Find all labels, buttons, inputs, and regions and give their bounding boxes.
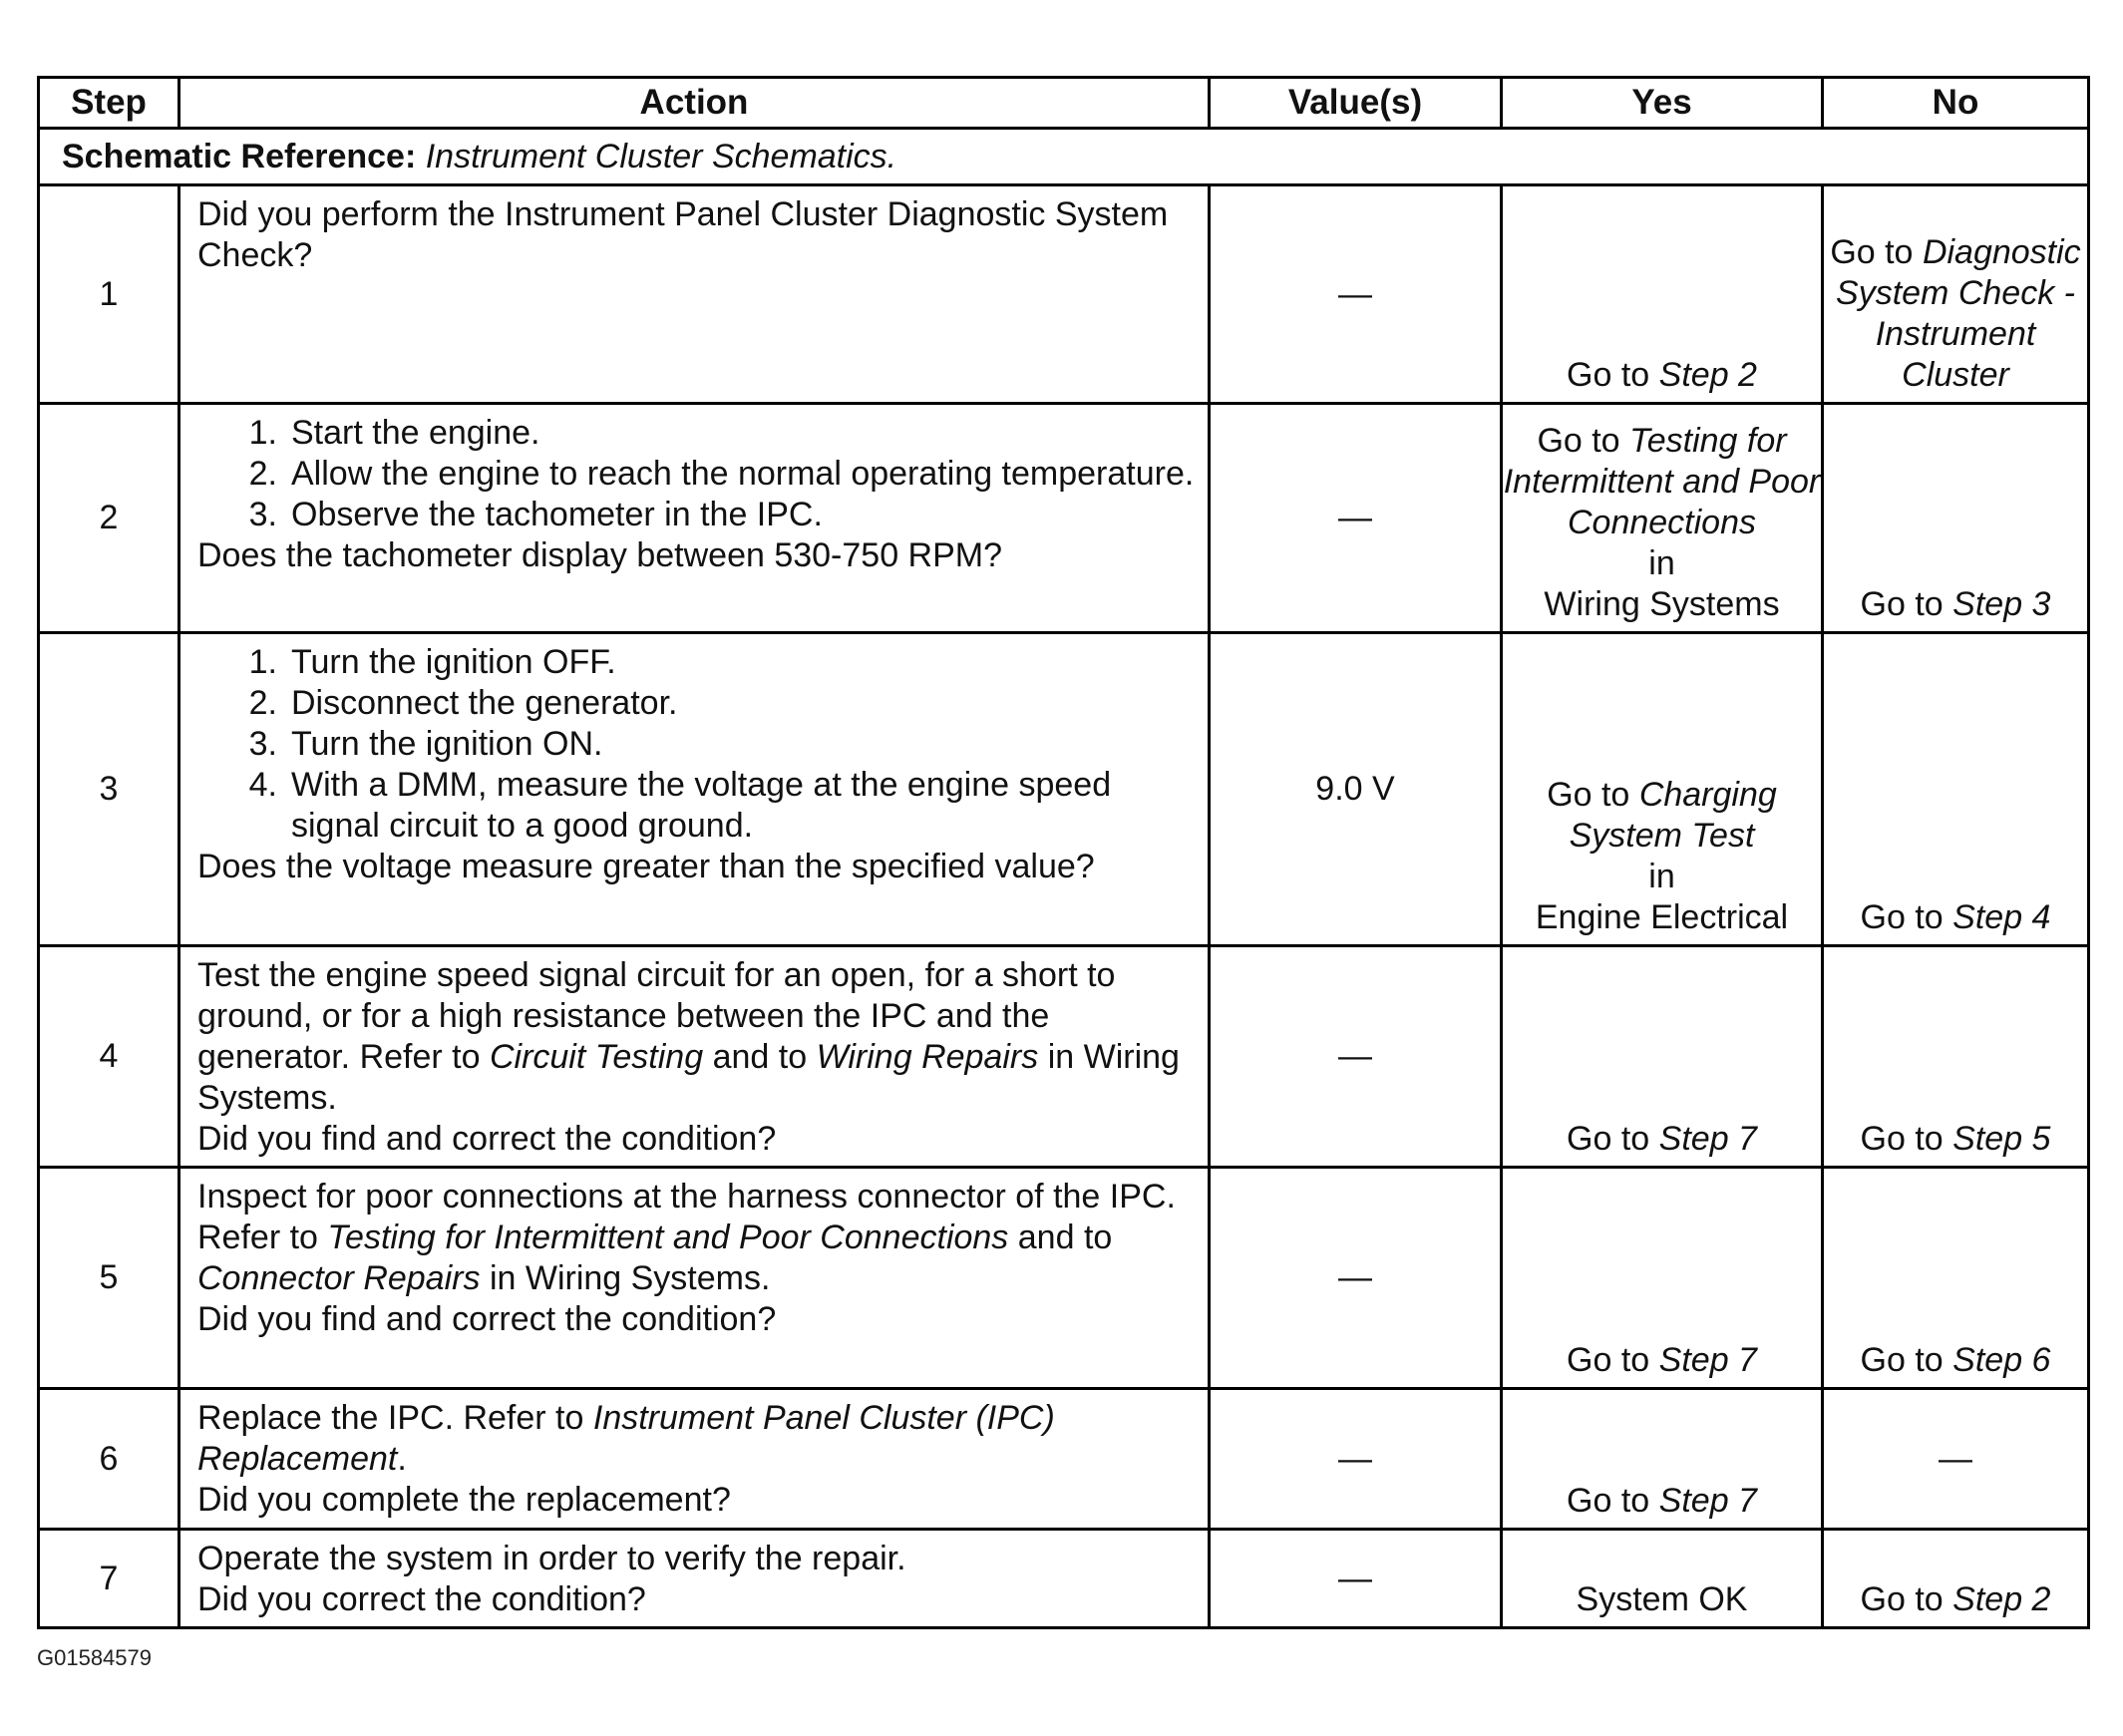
yes-link[interactable]: Step 7 — [1658, 1482, 1757, 1520]
yes-cell — [1502, 946, 1823, 1168]
yes-section: Wiring Systems — [1544, 585, 1780, 623]
action-cell — [179, 946, 1210, 1168]
action-link[interactable]: Instrument Panel Cluster (IPC) Replacement — [197, 1399, 1055, 1478]
no-prefix: Go to — [1830, 233, 1914, 271]
action-question: Did you perform the Instrument Panel Cluster Diagnostic System Check? — [197, 195, 1169, 274]
substep-text: Turn the ignition OFF. — [291, 643, 616, 681]
step-number: 5 — [39, 1168, 179, 1389]
table-row — [39, 1389, 2089, 1530]
figure-id: G01584579 — [37, 1645, 152, 1670]
value-cell: — — [1210, 1389, 1502, 1530]
table-row — [39, 1168, 2089, 1389]
action-text: in Wiring Systems. — [489, 1259, 771, 1297]
substep-item — [231, 642, 1198, 683]
value-cell: — — [1210, 946, 1502, 1168]
header-no: No — [1823, 78, 2089, 129]
table-row — [39, 1530, 2089, 1628]
action-question: Did you find and correct the condition? — [197, 1120, 777, 1158]
table-row — [39, 185, 2089, 404]
action-text: Replace the IPC. Refer to — [197, 1399, 584, 1437]
action-link[interactable]: Wiring Repairs — [816, 1038, 1039, 1076]
header-yes: Yes — [1502, 78, 1823, 129]
no-link[interactable]: Step 3 — [1952, 585, 2051, 623]
no-cell: — — [1823, 1389, 2089, 1530]
header-values: Value(s) — [1210, 78, 1502, 129]
action-question: Does the voltage measure greater than the specified value? — [197, 848, 1095, 885]
yes-in: in — [1648, 858, 1675, 895]
value-cell: 9.0 V — [1210, 633, 1502, 946]
substep-item — [231, 724, 1198, 765]
yes-cell — [1502, 404, 1823, 633]
substep-text: Start the engine. — [291, 414, 540, 452]
action-text: Inspect for poor connections at the harness connector of the IPC. Refer to — [197, 1178, 1176, 1256]
yes-cell — [1502, 185, 1823, 404]
substep-list — [197, 642, 1198, 847]
no-prefix: Go to — [1860, 1341, 1944, 1379]
action-question: Did you complete the replacement? — [197, 1481, 731, 1519]
substep-text: With a DMM, measure the voltage at the engine speed signal circuit to a good ground. — [291, 766, 1112, 845]
yes-link[interactable]: Step 7 — [1658, 1120, 1757, 1158]
no-link[interactable]: Step 4 — [1952, 898, 2051, 936]
no-link[interactable]: Step 5 — [1952, 1120, 2051, 1158]
schematic-reference — [39, 129, 2089, 185]
step-number: 2 — [39, 404, 179, 633]
action-body — [197, 1398, 1198, 1480]
action-text: and to — [712, 1038, 808, 1076]
action-body — [197, 1177, 1198, 1299]
no-prefix: Go to — [1860, 1580, 1944, 1618]
yes-text: System OK — [1576, 1580, 1748, 1618]
no-cell — [1823, 633, 2089, 946]
yes-prefix: Go to — [1547, 776, 1630, 814]
substep-text: Turn the ignition ON. — [291, 725, 603, 763]
substep-text: Observe the tachometer in the IPC. — [291, 496, 823, 533]
action-link[interactable]: Connector Repairs — [197, 1259, 481, 1297]
no-prefix: Go to — [1860, 1120, 1944, 1158]
yes-cell — [1502, 1389, 1823, 1530]
yes-prefix: Go to — [1567, 1341, 1650, 1379]
action-question: Does the tachometer display between 530-750 RPM? — [197, 536, 1003, 574]
action-text: Operate the system in order to verify the repair. — [197, 1540, 906, 1577]
substep-number: 4. — [248, 766, 277, 804]
step-number: 4 — [39, 946, 179, 1168]
action-question: Did you correct the condition? — [197, 1580, 646, 1618]
substep-number: 2. — [248, 684, 277, 722]
schematic-reference-link[interactable]: Instrument Cluster Schematics. — [425, 137, 897, 175]
action-link[interactable]: Circuit Testing — [489, 1038, 704, 1076]
yes-prefix: Go to — [1567, 356, 1650, 394]
yes-cell — [1502, 633, 1823, 946]
yes-prefix: Go to — [1567, 1482, 1650, 1520]
no-cell — [1823, 1168, 2089, 1389]
substep-text: Disconnect the generator. — [291, 684, 678, 722]
table-row — [39, 404, 2089, 633]
no-link[interactable]: Step 2 — [1952, 1580, 2051, 1618]
substep-item — [231, 454, 1198, 495]
no-link[interactable]: Diagnostic System Check - Instrument Cluster — [1836, 233, 2081, 394]
yes-link[interactable]: Testing for Intermittent and Poor Connections — [1503, 422, 1821, 541]
step-number: 3 — [39, 633, 179, 946]
yes-link[interactable]: Step 2 — [1658, 356, 1757, 394]
substep-number: 3. — [248, 496, 277, 533]
substep-item — [231, 683, 1198, 724]
no-cell — [1823, 185, 2089, 404]
substep-number: 1. — [248, 643, 277, 681]
action-text: Test the engine speed signal circuit for an open, for a short to ground, or for a high resistance between the IPC and the generator. Refer to — [197, 956, 1116, 1076]
yes-cell — [1502, 1168, 1823, 1389]
no-link[interactable]: Step 6 — [1952, 1341, 2051, 1379]
value-cell: — — [1210, 1530, 1502, 1628]
substep-item — [231, 413, 1198, 454]
header-step: Step — [39, 78, 179, 129]
value-cell: — — [1210, 1168, 1502, 1389]
yes-link[interactable]: Step 7 — [1658, 1341, 1757, 1379]
step-number: 1 — [39, 185, 179, 404]
yes-cell — [1502, 1530, 1823, 1628]
action-body — [197, 955, 1198, 1119]
substep-number: 1. — [248, 414, 277, 452]
action-text: . — [397, 1440, 407, 1478]
step-number: 6 — [39, 1389, 179, 1530]
substep-text: Allow the engine to reach the normal operating temperature. — [291, 455, 1195, 493]
action-cell — [179, 1389, 1210, 1530]
action-cell — [179, 1168, 1210, 1389]
yes-prefix: Go to — [1567, 1120, 1650, 1158]
substep-item — [231, 495, 1198, 535]
substep-number: 3. — [248, 725, 277, 763]
table-row — [39, 633, 2089, 946]
action-cell — [179, 1530, 1210, 1628]
action-text: in Wiring Systems. — [197, 1038, 1180, 1117]
yes-link[interactable]: Charging System Test — [1569, 776, 1777, 855]
value-cell: — — [1210, 404, 1502, 633]
yes-in: in — [1648, 544, 1675, 582]
schematic-reference-label: Schematic Reference: — [62, 137, 417, 175]
action-text: and to — [1017, 1218, 1113, 1256]
substep-number: 2. — [248, 455, 277, 493]
action-cell — [179, 185, 1210, 404]
action-cell — [179, 404, 1210, 633]
value-cell: — — [1210, 185, 1502, 404]
header-action: Action — [179, 78, 1210, 129]
no-prefix: Go to — [1860, 585, 1944, 623]
yes-prefix: Go to — [1537, 422, 1620, 460]
yes-section: Engine Electrical — [1535, 898, 1789, 936]
no-cell — [1823, 946, 2089, 1168]
substep-item — [231, 765, 1198, 847]
action-cell — [179, 633, 1210, 946]
substep-list — [197, 413, 1198, 535]
no-prefix: Go to — [1860, 898, 1944, 936]
schematic-reference-row — [39, 129, 2089, 185]
action-link[interactable]: Testing for Intermittent and Poor Connections — [327, 1218, 1009, 1256]
no-cell — [1823, 404, 2089, 633]
table-row — [39, 946, 2089, 1168]
diagnostic-table — [37, 76, 2090, 1629]
step-number: 7 — [39, 1530, 179, 1628]
action-question: Did you find and correct the condition? — [197, 1300, 777, 1338]
no-cell — [1823, 1530, 2089, 1628]
header-row — [39, 78, 2089, 129]
